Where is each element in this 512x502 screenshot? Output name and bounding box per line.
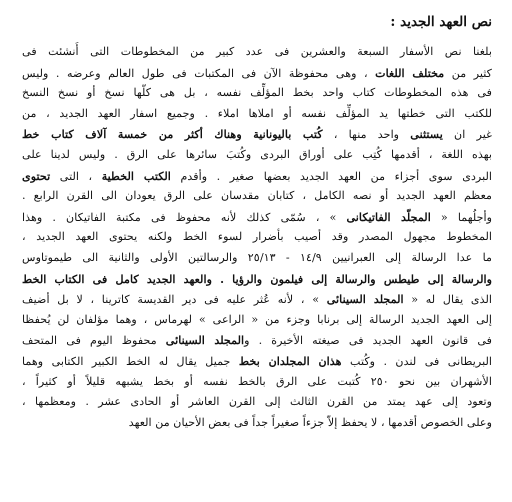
text-line [22, 186, 492, 207]
text-run: للكتب التى خطتها يد المؤلِّف نفسه أو املاها املاء . وجميع اسفار العهد الجديد ، من [22, 106, 492, 120]
text-run: البردى سوى أجزاء من العهد الجديد بعضها صغير . وأقدم [170, 169, 492, 183]
body-paragraph [22, 42, 492, 433]
bold-text-run: كُتب باليونانية وهناك أكثر من خمسة آلاف كتاب خط [22, 127, 323, 142]
text-line [22, 269, 492, 290]
text-run: كثير من [444, 66, 492, 80]
text-run: البريطانى فى لندن . وكُتب [341, 354, 492, 368]
bold-text-run: المجلّد الفاتيكانى [346, 209, 431, 224]
text-line [22, 310, 492, 331]
text-line [22, 166, 492, 187]
text-run: معظم العهد الجديد أو نصه الكامل ، كتابان مقدسان على الرق يعودان الى القرن الرابع . [22, 189, 492, 203]
text-run: الأشهران بين نحو ٢٥٠ كُتبت على الرق بالخط نفسه أو بخط يشبهه قليلاً أو كثيراً ، [22, 374, 492, 388]
text-run: المخطوط مجهول المصدر وقد أصيب بأضرار لسوء الخط ولكنه يحتوى العهد الجديد ، [22, 230, 492, 244]
text-run: بهذه اللغة ، أقدمها كُتِب على أوراق البردى وكُتبَ سائرها على الرق . وليس لدينا على [22, 147, 492, 161]
bold-text-run: والرسالة إلى طيطس والرسالة إلى فيلمون والرؤيا . والعهد الجديد كامل فى الكتاب الخط [22, 271, 492, 286]
text-run: » ، لأنه عُثر عليه فى دير القديسة كاترينا ، لا بل أضيف [22, 293, 327, 307]
text-run: فى هذه المخطوطات كتاب واحد بخط المؤلِّف نفسه ، بل هى كلّها نسخ أو نسخ النسخ [22, 86, 492, 100]
text-run: الذى يقال له « [403, 293, 492, 307]
text-line [22, 372, 492, 393]
text-line [22, 248, 492, 269]
text-line [22, 83, 492, 104]
bold-text-run: يستثنى [410, 127, 443, 142]
text-run: » ، سُمّى كذلك لأنه محفوظ فى مكتبة الفاتيكان . وهذا [22, 210, 347, 224]
text-run: ، وهى محفوظة الآن فى المكتبات فى طول العالم وعرضه . وليس [22, 66, 376, 80]
text-run: وعلى الخصوص أقدمها ، لا يحفظ إلاّ جزءاً صغيراً جداً فى بعض الأحيان من العهد [128, 415, 492, 429]
text-line [22, 104, 492, 125]
text-run: واحد منها ، [322, 128, 411, 142]
text-line [22, 145, 492, 166]
bold-text-run: مختلف اللغات [375, 65, 445, 80]
section-heading: نص العهد الجديد : [390, 14, 492, 30]
text-line [22, 42, 492, 63]
text-run: إلى العهد الجديد الرسالة إلى برنابا وجزء من « الراعى » لهرماس ، وهما مؤلفان لن يُحفظا [22, 312, 492, 326]
text-line [22, 207, 492, 228]
text-run: ، التى [50, 169, 102, 183]
text-line [22, 351, 492, 372]
text-line [22, 124, 492, 145]
text-run: غير ان [442, 128, 492, 142]
text-run: بلغنا نص الأسفار السبعة والعشرين فى عدد كبير من المخطوطات التى أُنشئت فى [22, 45, 492, 58]
text-line [22, 330, 492, 351]
bold-text-run: المجلد السينائى [165, 333, 245, 348]
text-line [22, 227, 492, 248]
text-run: فى قانون العهد الجديد فى صيغته الأخيرة . و [244, 334, 492, 348]
text-line [22, 63, 492, 84]
bold-text-run: الكتب الخطية [101, 168, 171, 183]
text-line [22, 289, 492, 310]
bold-text-run: المجلد السينائى [326, 292, 404, 307]
text-run: وأجلُهما « [430, 210, 492, 224]
bold-text-run: هذان المجلدان بخط [238, 353, 342, 368]
text-run: وتعود إلى عهد يمتد من القرن الثالث إلى القرن العاشر أو الحادى عشر . ومعظمها ، [22, 395, 492, 409]
text-line [22, 413, 492, 434]
text-run: ما عدا الرسالة إلى العبرانيين ١٤/٩ - ٢٥/١٣ والرسالتين الأولى والثانية الى طيموتاوس [22, 250, 492, 264]
text-run: جميل يقال له الخط الكبير الكتابى وهما [22, 354, 239, 368]
text-line [22, 392, 492, 413]
text-run: محفوظ اليوم فى المتحف [22, 334, 166, 348]
bold-text-run: تحتوى [22, 168, 51, 183]
